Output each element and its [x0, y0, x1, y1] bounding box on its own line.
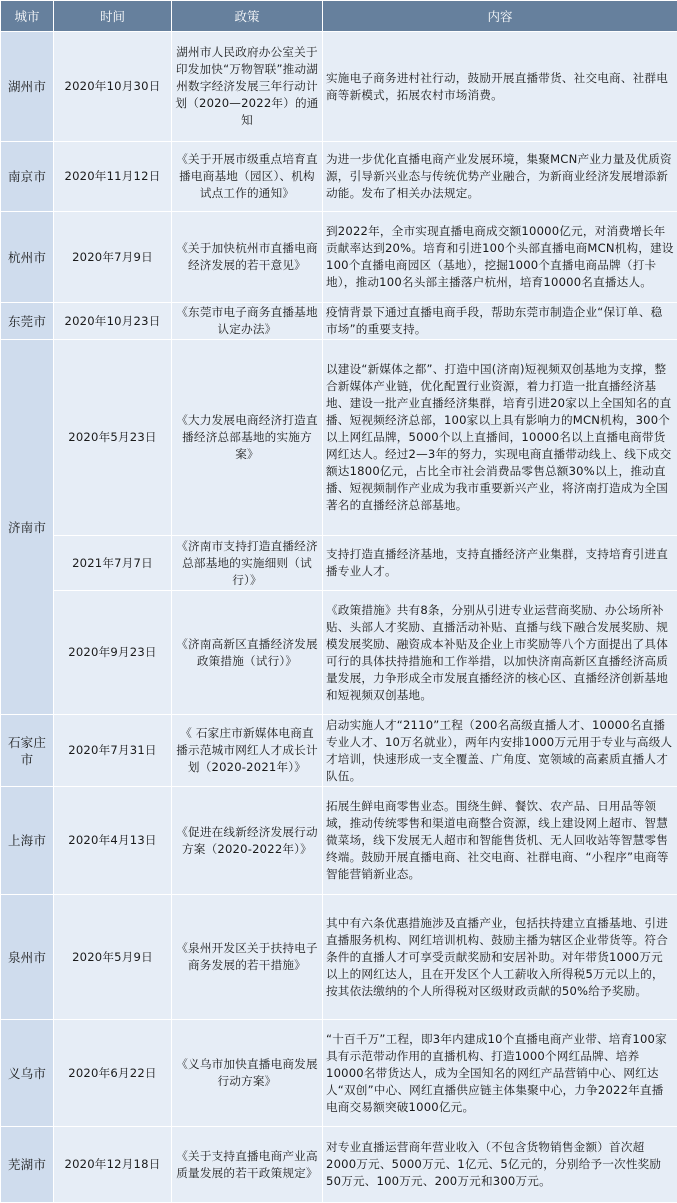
content-cell: 疫情背景下通过直播电商手段，帮助东莞市制造企业“保订单、稳市场”的重要支持。	[323, 303, 677, 340]
city-cell: 上海市	[1, 787, 54, 895]
content-cell: 启动实施人才“2110”工程（200名高级直播人才、10000名直播专业人才、10万名就业），两年内安排1000万元用于专业与高级人才培训，快速形成一支全覆盖、广角度、宽领域的高素质直播人才队伍。	[323, 715, 677, 787]
policy-cell: 《关于加快杭州市直播电商经济发展的若干意见》	[172, 212, 323, 303]
date-cell: 2020年10月23日	[54, 303, 172, 340]
policy-cell: 《大力发展电商经济打造直播经济总部基地的实施方案》	[172, 340, 323, 536]
content-cell: 为进一步优化直播电商产业发展环境，集聚MCN产业力量及优质资源，引导新兴业态与传统优势产业融合，为新商业经济发展增添新动能。发布了相关办法规定。	[323, 142, 677, 212]
policy-cell: 《东莞市电子商务直播基地认定办法》	[172, 303, 323, 340]
city-cell: 东莞市	[1, 303, 54, 340]
header-date: 时间	[54, 1, 172, 32]
table-row	[1, 715, 677, 787]
city-cell: 杭州市	[1, 212, 54, 303]
table-row	[1, 591, 677, 715]
policy-cell: 湖州市人民政府办公室关于印发加快“万物智联”推动湖州数字经济发展三年行动计划（2020—2022年）的通知	[172, 32, 323, 142]
date-cell: 2020年12月18日	[54, 1127, 172, 1203]
table-row	[1, 787, 677, 895]
city-cell: 湖州市	[1, 32, 54, 142]
date-cell: 2020年6月22日	[54, 1020, 172, 1127]
header-row	[1, 1, 677, 32]
header-city: 城市	[1, 1, 54, 32]
table-row	[1, 340, 677, 536]
date-cell: 2020年10月30日	[54, 32, 172, 142]
policy-cell: 《 石家庄市新媒体电商直播示范城市网红人才成长计划（2020-2021年）》	[172, 715, 323, 787]
policy-cell: 《义乌市加快直播电商发展行动方案》	[172, 1020, 323, 1127]
content-cell: “十百千万”工程，即3年内建成10个直播电商产业带、培育100家具有示范带动作用的直播机构、打造1000个网红品牌、培养10000名带货达人，成为全国知名的网红产品营销中心、网红达人“双创”中心、网红直播供应链主体集聚中心，力争2022年直播电商交易额突破1000亿元。	[323, 1020, 677, 1127]
city-cell: 济南市	[1, 340, 54, 715]
date-cell: 2020年7月9日	[54, 212, 172, 303]
city-cell: 南京市	[1, 142, 54, 212]
city-cell: 石家庄市	[1, 715, 54, 787]
table-row	[1, 303, 677, 340]
header-content: 内容	[323, 1, 677, 32]
date-cell: 2020年9月23日	[54, 591, 172, 715]
table-row	[1, 142, 677, 212]
city-cell: 义乌市	[1, 1020, 54, 1127]
header-policy: 政策	[172, 1, 323, 32]
table-row	[1, 1127, 677, 1203]
policy-cell: 《济南市支持打造直播经济总部基地的实施细则（试行）》	[172, 536, 323, 591]
content-cell: 到2022年，全市实现直播电商成交额10000亿元，对消费增长年贡献率达到20%。培育和引进100个头部直播电商MCN机构，建设100个直播电商园区（基地），挖掘1000个直播电商品牌（打卡地），推动100名头部主播落户杭州，培育10000名直播达人。	[323, 212, 677, 303]
table-row	[1, 32, 677, 142]
content-cell: 以建设“新媒体之都”、打造中国(济南)短视频双创基地为支撑，整合新媒体产业链，优化配置行业资源，着力打造一批直播经济基地、建设一批产业直播经济集群，培育引进20家以上全国知名的直播、短视频经济总部，100家以上具有影响力的MCN机构，300个以上网红品牌，5000个以上直播间，10000名以上直播电商带货网红达人。经过2—3年的努力，实现电商直播带动线上、线下成交额达1800亿元，占比全市社会消费品零售总额30%以上，推动直播、短视频制作产业成为我市重要新兴产业，将济南打造成为全国著名的直播经济总部基地。	[323, 340, 677, 536]
policy-cell: 《泉州开发区关于扶持电子商务发展的若干措施》	[172, 895, 323, 1020]
date-cell: 2020年4月13日	[54, 787, 172, 895]
content-cell: 支持打造直播经济基地，支持直播经济产业集群，支持培育引进直播专业人才。	[323, 536, 677, 591]
table-row	[1, 536, 677, 591]
table-row	[1, 895, 677, 1020]
table-row	[1, 212, 677, 303]
date-cell: 2020年5月23日	[54, 340, 172, 536]
date-cell: 2020年5月9日	[54, 895, 172, 1020]
table-row	[1, 1020, 677, 1127]
date-cell: 2020年7月31日	[54, 715, 172, 787]
content-cell: 实施电子商务进村社行动，鼓励开展直播带货、社交电商、社群电商等新模式，拓展农村市场消费。	[323, 32, 677, 142]
content-cell: 其中有六条优惠措施涉及直播产业，包括扶持建立直播基地、引进直播服务机构、网红培训机构、鼓励主播为辖区企业带货等。符合条件的直播人才可享受贡献奖励和安居补助。对年带货1000万元以上的网红达人，且在开发区个人工薪收入所得税5万元以上的，按其依法缴纳的个人所得税对区级财政贡献的50%给予奖励。	[323, 895, 677, 1020]
city-cell: 芜湖市	[1, 1127, 54, 1203]
date-cell: 2021年7月7日	[54, 536, 172, 591]
content-cell: 对专业直播运营商年营业收入（不包含货物销售金额）首次超2000万元、5000万元、1亿元、5亿元的，分别给予一次性奖励50万元、100万元、200万元和300万元。	[323, 1127, 677, 1203]
policy-cell: 《济南高新区直播经济发展政策措施（试行）》	[172, 591, 323, 715]
content-cell: 拓展生鲜电商零售业态。围绕生鲜、餐饮、农产品、日用品等领域，推动传统零售和渠道电商整合资源，线上建设网上超市、智慧微菜场，线下发展无人超市和智能售货机、无人回收站等智慧零售终端。鼓励开展直播电商、社交电商、社群电商、“小程序”电商等智能营销新业态。	[323, 787, 677, 895]
policy-cell: 《关于开展市级重点培育直播电商基地（园区）、机构试点工作的通知》	[172, 142, 323, 212]
date-cell: 2020年11月12日	[54, 142, 172, 212]
policy-cell: 《关于支持直播电商产业高质量发展的若干政策规定》	[172, 1127, 323, 1203]
policy-cell: 《促进在线新经济发展行动方案（2020-2022年）》	[172, 787, 323, 895]
city-cell: 泉州市	[1, 895, 54, 1020]
content-cell: 《政策措施》共有8条，分别从引进专业运营商奖励、办公场所补贴、头部人才奖励、直播活动补贴、直播与线下融合发展奖励、规模发展奖励、融资成本补贴及企业上市奖励等八个方面提出了具体可行的具体扶持措施和工作举措，以加快济南高新区直播经济高质量发展，力争形成全市发展直播经济的核心区、直播经济创新基地和短视频双创基地。	[323, 591, 677, 715]
